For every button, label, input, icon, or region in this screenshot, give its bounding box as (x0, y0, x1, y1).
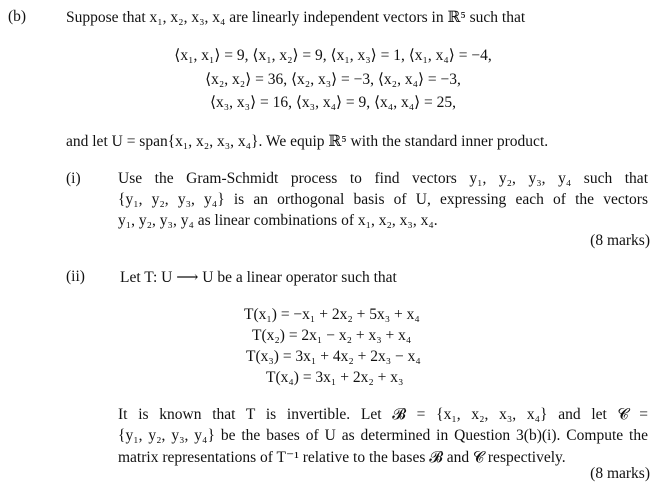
subpart-i-marks: (8 marks) (590, 232, 650, 249)
subpart-ii-line-1: It is known that T is invertible. Let 𝓑 = {x₁, x₂, x₃, x₄} and let 𝓒 = (118, 406, 648, 423)
subpart-ii-marks: (8 marks) (590, 465, 650, 482)
subpart-ii-intro: Let T: U ⟶ U be a linear operator such that (120, 269, 397, 286)
equation-t-x2: T(x₂) = 2x₁ − x₂ + x₃ + x₄ (252, 327, 412, 344)
equation-t-x3: T(x₃) = 3x₁ + 4x₂ + 2x₃ − x₄ (246, 348, 421, 365)
span-statement: and let U = span{x₁, x₂, x₃, x₄}. We equip ℝ⁵ with the standard inner product. (66, 133, 549, 150)
subpart-ii-line-2: {y₁, y₂, y₃, y₄} be the bases of U as determined in Question 3(b)(i). Compute the (118, 427, 648, 444)
part-intro: Suppose that x₁, x₂, x₃, x₄ are linearly independent vectors in ℝ⁵ such that (66, 9, 526, 26)
inner-product-line-2: ⟨x₂, x₂⟩ = 36, ⟨x₂, x₃⟩ = −3, ⟨x₂, x₄⟩ = −3, (205, 71, 461, 88)
equation-t-x1: T(x₁) = −x₁ + 2x₂ + 5x₃ + x₄ (244, 306, 420, 323)
inner-product-line-1: ⟨x₁, x₁⟩ = 9, ⟨x₁, x₂⟩ = 9, ⟨x₁, x₃⟩ = 1, ⟨x₁, x₄⟩ = −4, (174, 47, 492, 64)
part-label: (b) (8, 8, 27, 25)
equation-t-x4: T(x₄) = 3x₁ + 2x₂ + x₃ (266, 369, 404, 386)
inner-product-line-3: ⟨x₃, x₃⟩ = 16, ⟨x₃, x₄⟩ = 9, ⟨x₄, x₄⟩ = 25, (209, 94, 457, 111)
subpart-i-line-3: y₁, y₂, y₃, y₄ as linear combinations of x₁, x₂, x₃, x₄. (118, 212, 438, 229)
subpart-ii-line-3: matrix representations of T⁻¹ relative to the bases 𝓑 and 𝓒 respectively. (118, 449, 566, 466)
subpart-i-line-2: {y₁, y₂, y₃, y₄} is an orthogonal basis of U, expressing each of the vectors (118, 191, 648, 208)
subpart-ii-label: (ii) (66, 268, 85, 285)
subpart-i-line-1: Use the Gram-Schmidt process to find vectors y₁, y₂, y₃, y₄ such that (118, 170, 648, 187)
subpart-i-label: (i) (66, 170, 81, 187)
